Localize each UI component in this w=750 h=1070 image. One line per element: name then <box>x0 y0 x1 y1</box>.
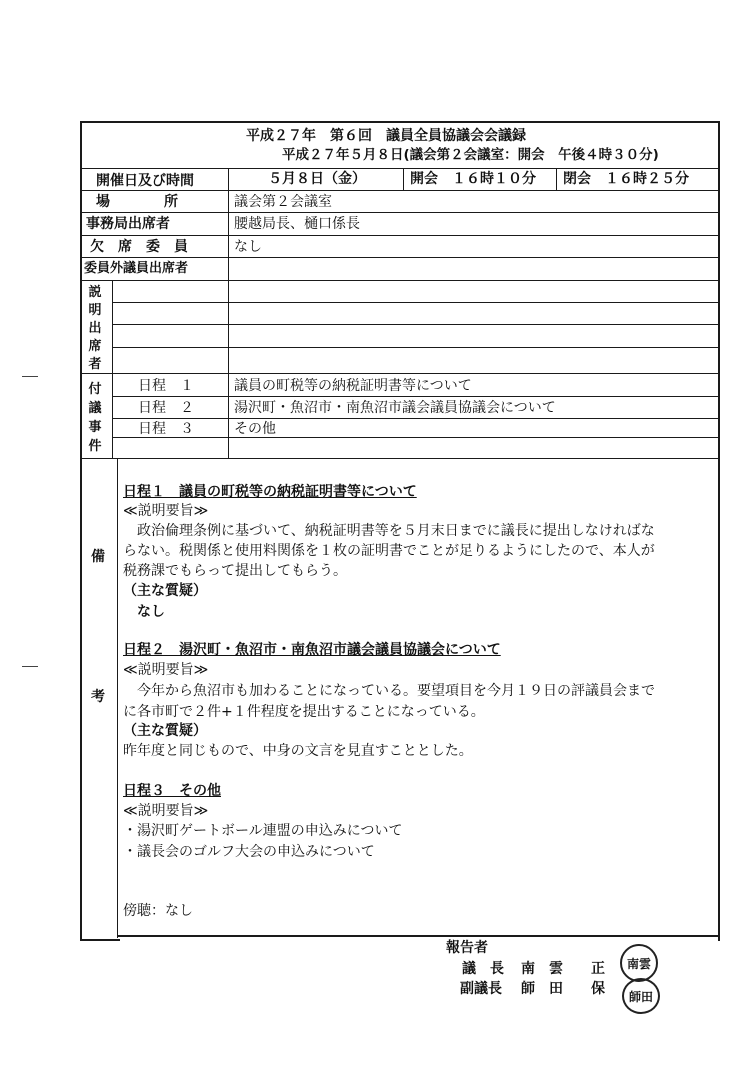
agenda-title-3: その他 <box>234 421 276 437</box>
absent-label: 欠 席 委 員 <box>90 239 188 255</box>
place-label: 場 所 <box>96 194 181 210</box>
item2-explain-line1: 今年から魚沼市も加わることになっている。要望項目を今月１９日の評議員会まで <box>123 683 655 699</box>
vice-chair-seal <box>622 978 660 1014</box>
meeting-date: ５月８日（金） <box>268 171 366 187</box>
item1-qa-label: （主な質疑） <box>123 583 207 599</box>
audience: 傍聴：なし <box>123 903 193 919</box>
remarks-label-top: 備 <box>91 549 105 565</box>
item1-qa: なし <box>123 604 165 620</box>
explainers-label: 説明出席者 <box>88 285 102 372</box>
chair-seal <box>620 944 658 982</box>
frame-bottom <box>118 935 720 937</box>
item1-explain-line2: らない。税関係と使用料関係を１枚の証明書でことが足りるようにしたので、本人が <box>123 543 655 559</box>
chair-name: 南 雲 正 <box>521 961 605 977</box>
item1-heading: 日程１ 議員の町税等の納税証明書等について <box>123 484 417 500</box>
item2-explain-label: ≪説明要旨≫ <box>123 662 209 678</box>
open-time: 開会 １６時１０分 <box>410 171 536 187</box>
item1-explain-line1: 政治倫理条例に基づいて、納税証明書等を５月末日までに議長に提出しなければな <box>123 523 655 539</box>
chair-seal-text: 南雲 <box>626 956 651 971</box>
frame-bottom-left <box>80 939 120 941</box>
document-title: 平成２７年 第６回 議員全員協議会会議録 <box>246 128 526 144</box>
item2-explain-line2: に各市町で２件+１件程度を提出することになっている。 <box>123 704 485 720</box>
vice-chair-seal-text: 師田 <box>628 989 653 1004</box>
item2-qa-label: （主な質疑） <box>123 723 207 739</box>
non-member-label: 委員外議員出席者 <box>84 261 189 276</box>
place-value: 議会第２会議室 <box>234 194 332 210</box>
frame-left <box>80 121 82 941</box>
agenda-no-1: 日程 １ <box>138 378 194 394</box>
item1-explain-line3: 税務課でもらって提出してもらう。 <box>123 563 347 579</box>
close-time: 閉会 １６時２５分 <box>563 171 689 187</box>
agenda-title-2: 湯沢町・魚沼市・南魚沼市議会議員協議会について <box>234 400 556 416</box>
remarks-label-bottom: 考 <box>91 689 105 705</box>
reporter-label: 報告者 <box>446 940 488 956</box>
item2-heading: 日程２ 湯沢町・魚沼市・南魚沼市議会議員協議会について <box>123 642 501 658</box>
item2-qa: 昨年度と同じもので、中身の文言を見直すこととした。 <box>123 743 473 759</box>
agenda-title-1: 議員の町税等の納税証明書等について <box>234 378 472 394</box>
meeting-date-place: 平成２７年５月８日(議会第２会議室：開会 午後４時３０分) <box>282 147 659 163</box>
item3-heading: 日程３ その他 <box>123 783 221 799</box>
agenda-no-2: 日程 ２ <box>138 400 194 416</box>
vice-chair-name: 師 田 保 <box>521 981 605 997</box>
secretariat-value: 腰越局長、樋口係長 <box>234 216 360 232</box>
agenda-label: 付議事件 <box>88 382 102 454</box>
secretariat-label: 事務局出席者 <box>86 216 170 232</box>
item3-bullet2: ・議長会のゴルフ大会の申込みについて <box>123 844 375 860</box>
frame-right <box>718 121 720 941</box>
item1-explain-label: ≪説明要旨≫ <box>123 503 209 519</box>
absent-value: なし <box>234 239 262 255</box>
chair-title: 議 長 <box>462 961 504 977</box>
datetime-label: 開催日及び時間 <box>96 173 194 189</box>
margin-mark <box>22 666 38 667</box>
margin-mark <box>22 376 38 377</box>
item3-bullet1: ・湯沢町ゲートボール連盟の申込みについて <box>123 823 403 839</box>
frame-top <box>80 121 720 123</box>
agenda-no-3: 日程 ３ <box>138 421 194 437</box>
vice-chair-title: 副議長 <box>460 981 502 997</box>
item3-explain-label: ≪説明要旨≫ <box>123 803 209 819</box>
